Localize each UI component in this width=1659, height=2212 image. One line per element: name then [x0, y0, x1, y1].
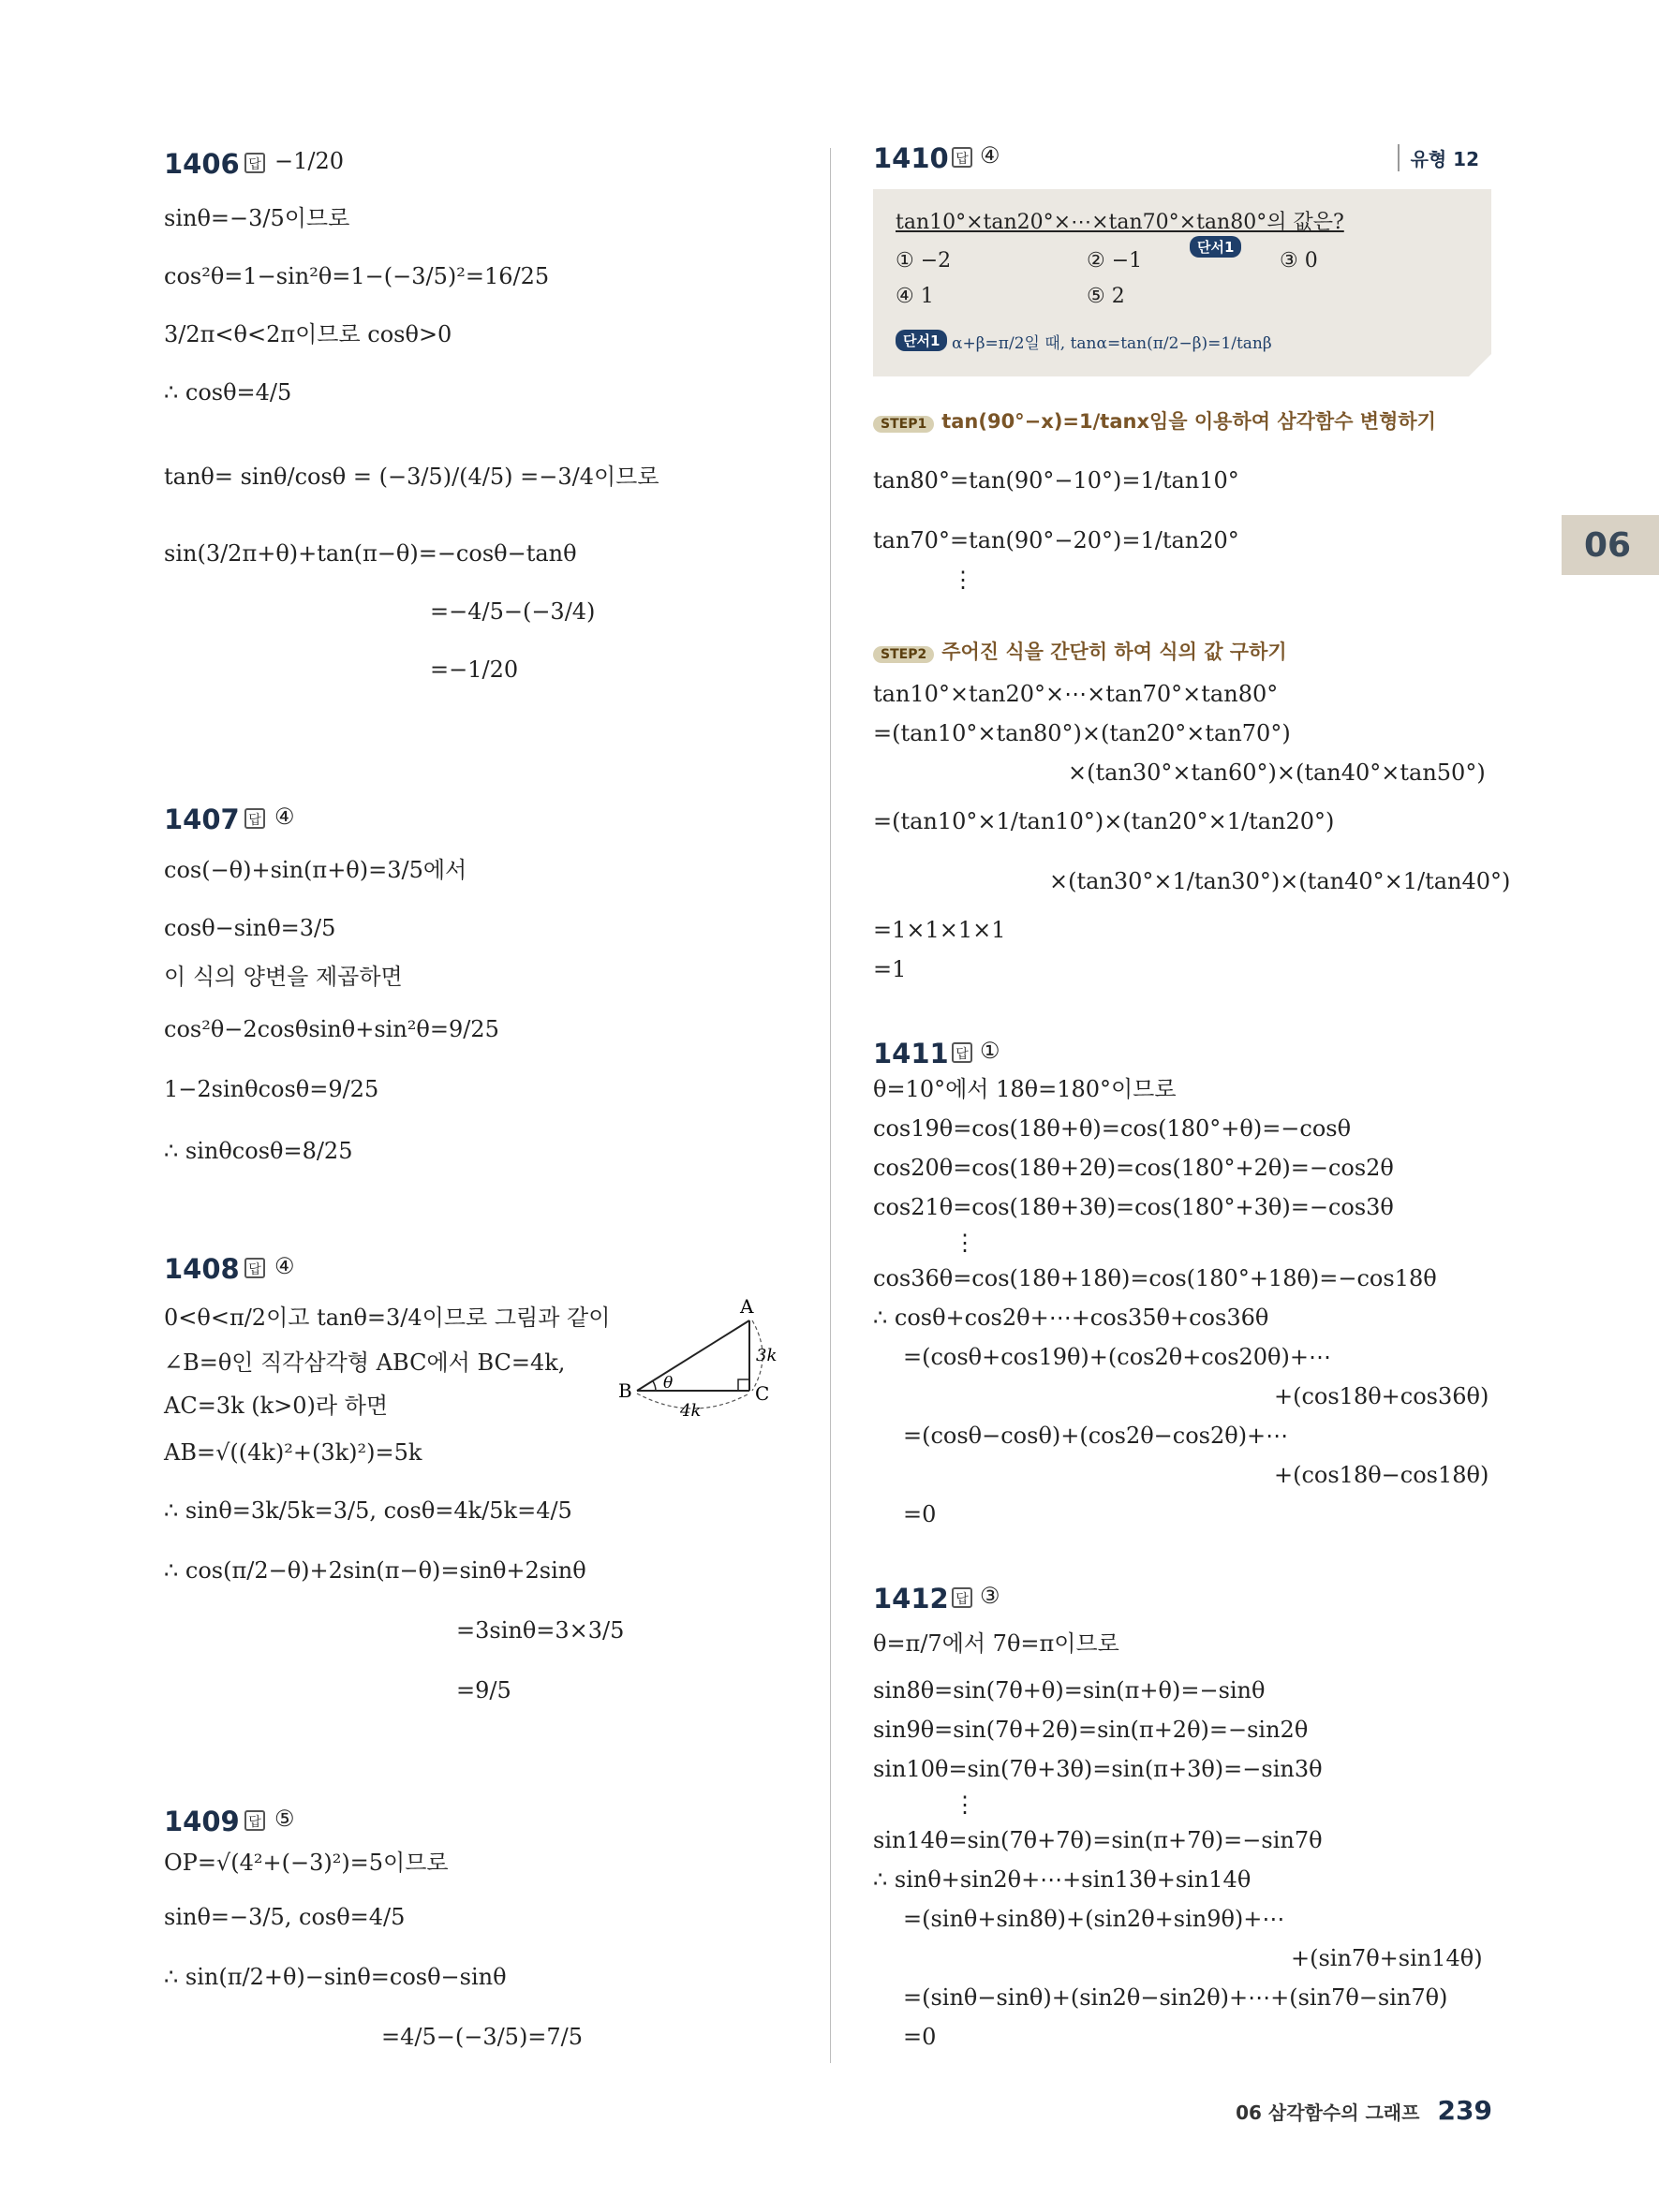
solution-line: =−1/20	[430, 656, 519, 683]
step1-title: tan(90°−x)=1/tanx임을 이용하여 삼각함수 변형하기	[941, 410, 1436, 433]
choice-2: ② −1	[1087, 249, 1143, 273]
answer-box: 답	[244, 153, 265, 173]
solution-line: ∴ sin(π/2+θ)−sinθ=cosθ−sinθ	[164, 1964, 507, 1990]
solution-line: +(cos18θ−cos18θ)	[1274, 1462, 1489, 1488]
solution-line: =3sinθ=3×3/5	[456, 1617, 625, 1644]
angle-theta-label: θ	[663, 1374, 674, 1393]
solution-line: 이 식의 양변을 제곱하면	[164, 964, 403, 990]
choice-4: ④ 1	[896, 285, 934, 308]
solution-line: sin10θ=sin(7θ+3θ)=sin(π+3θ)=−sin3θ	[873, 1756, 1323, 1782]
solution-line: ⋮	[954, 1792, 976, 1818]
solution-line: +(sin7θ+sin14θ)	[1291, 1945, 1483, 1971]
choice-3: ③ 0	[1280, 249, 1318, 273]
solution-line: ⋮	[952, 567, 974, 593]
solution-line: θ=π/7에서 7θ=π이므로	[873, 1630, 1119, 1657]
solution-line: ∠B=θ인 직각삼각형 ABC에서 BC=4k,	[164, 1349, 566, 1376]
answer-box: 답	[952, 1587, 972, 1608]
problem-1411	[873, 1030, 1496, 1530]
answer-box: 답	[952, 147, 972, 168]
solution-line: tan10°×tan20°×⋯×tan70°×tan80°	[873, 681, 1279, 707]
solution-line: =9/5	[456, 1677, 511, 1703]
solution-line: =(tan10°×1/tan10°)×(tan20°×1/tan20°)	[873, 808, 1335, 834]
solution-line: cos²θ=1−sin²θ=1−(−3/5)²=16/25	[164, 263, 550, 289]
solution-line: sin8θ=sin(7θ+θ)=sin(π+θ)=−sinθ	[873, 1677, 1266, 1703]
solution-line: tanθ= sinθ/cosθ = (−3/5)/(4/5) =−3/4이므로	[164, 464, 659, 490]
solution-line: cos21θ=cos(18θ+3θ)=cos(180°+3θ)=−cos3θ	[873, 1194, 1394, 1220]
solution-line: sinθ=−3/5, cosθ=4/5	[164, 1904, 406, 1930]
question-text: tan10°×tan20°×⋯×tan70°×tan80°의 값은?	[896, 211, 1344, 234]
solution-line: sin9θ=sin(7θ+2θ)=sin(π+2θ)=−sin2θ	[873, 1717, 1309, 1743]
solution-line: =1×1×1×1	[873, 917, 1006, 943]
side-bc-label: 4k	[680, 1401, 702, 1421]
hint-marker: 단서1	[1190, 236, 1241, 258]
problem-number: 1411	[873, 1038, 949, 1069]
vertex-b-label: B	[618, 1379, 632, 1402]
solution-line: =(cosθ−cosθ)+(cos2θ−cos2θ)+⋯	[903, 1423, 1289, 1449]
solution-line: =4/5−(−3/5)=7/5	[381, 2024, 584, 2050]
solution-line: =−4/5−(−3/4)	[430, 598, 596, 625]
answer-value: ⑤	[274, 1806, 295, 1832]
solution-line: ∴ sinθ+sin2θ+⋯+sin13θ+sin14θ	[873, 1866, 1252, 1893]
solution-line: sin14θ=sin(7θ+7θ)=sin(π+7θ)=−sin7θ	[873, 1827, 1323, 1853]
step1-pill: STEP1	[873, 416, 934, 433]
solution-line: 1−2sinθcosθ=9/25	[164, 1076, 379, 1102]
solution-line: cos²θ−2cosθsinθ+sin²θ=9/25	[164, 1016, 499, 1042]
problem-number: 1409	[164, 1806, 240, 1837]
vertex-a-label: A	[740, 1295, 754, 1318]
problem-1410	[873, 135, 1511, 982]
solution-line: cos19θ=cos(18θ+θ)=cos(180°+θ)=−cosθ	[873, 1115, 1352, 1142]
solution-line: =(sinθ−sinθ)+(sin2θ−sin2θ)+⋯+(sin7θ−sin7θ)	[903, 1984, 1448, 2011]
solution-line: 0<θ<π/2이고 tanθ=3/4이므로 그림과 같이	[164, 1305, 611, 1331]
problem-number: 1412	[873, 1583, 949, 1615]
answer-box: 답	[244, 1810, 265, 1831]
solution-line: AC=3k (k>0)라 하면	[164, 1393, 389, 1419]
solution-line: tan70°=tan(90°−20°)=1/tan20°	[873, 527, 1239, 553]
chapter-tab-label: 06	[1584, 526, 1632, 565]
problem-1409	[164, 1798, 820, 2053]
solution-line: cos36θ=cos(18θ+18θ)=cos(180°+18θ)=−cos18θ	[873, 1265, 1437, 1291]
hint-label: 단서1	[896, 330, 947, 351]
solution-line: ×(tan30°×1/tan30°)×(tan40°×1/tan40°)	[1049, 868, 1511, 894]
answer-value: ①	[980, 1038, 1000, 1064]
solution-line: cos(−θ)+sin(π+θ)=3/5에서	[164, 857, 467, 883]
page-corner-fold	[1469, 354, 1491, 376]
solution-line: cos20θ=cos(18θ+2θ)=cos(180°+2θ)=−cos2θ	[873, 1155, 1394, 1181]
answer-value: ④	[274, 1253, 295, 1279]
solution-line: =0	[903, 1501, 937, 1527]
problem-1412	[873, 1575, 1496, 2053]
solution-line: sin(3/2π+θ)+tan(π−θ)=−cosθ−tanθ	[164, 540, 577, 567]
solution-line: +(cos18θ+cos36θ)	[1274, 1383, 1489, 1409]
solution-line: ×(tan30°×tan60°)×(tan40°×tan50°)	[1068, 759, 1486, 786]
page-footer	[1236, 2095, 1492, 2126]
solution-line: ⋮	[954, 1230, 976, 1256]
solution-line: =(cosθ+cos19θ)+(cos2θ+cos20θ)+⋯	[903, 1344, 1331, 1370]
column-divider	[830, 148, 831, 2063]
solution-line: AB=√((4k)²+(3k)²)=5k	[164, 1439, 422, 1466]
question-box	[873, 189, 1491, 376]
solution-line: ∴ sinθ=3k/5k=3/5, cosθ=4k/5k=4/5	[164, 1497, 572, 1524]
hint-text: α+β=π/2일 때, tanα=tan(π/2−β)=1/tanβ	[952, 334, 1272, 353]
right-triangle-figure	[618, 1292, 787, 1423]
solution-line: =0	[903, 2024, 937, 2050]
problem-number: 1408	[164, 1253, 240, 1285]
step2-heading	[873, 637, 1287, 665]
choice-1: ① −2	[896, 249, 952, 273]
step1-heading	[873, 406, 1436, 435]
problem-number: 1406	[164, 148, 240, 180]
answer-box: 답	[952, 1042, 972, 1063]
problem-number: 1410	[873, 142, 949, 174]
page-number: 239	[1437, 2095, 1492, 2126]
solution-line: 3/2π<θ<2π이므로 cosθ>0	[164, 321, 452, 347]
solution-line: =1	[873, 956, 907, 982]
choice-5: ⑤ 2	[1087, 285, 1125, 308]
solution-line: ∴ cos(π/2−θ)+2sin(π−θ)=sinθ+2sinθ	[164, 1557, 586, 1584]
answer-box: 답	[244, 1258, 265, 1278]
chapter-tab	[1562, 515, 1659, 575]
solution-line: ∴ sinθcosθ=8/25	[164, 1138, 353, 1164]
type-badge: 유형 12	[1398, 144, 1479, 171]
solution-line: =(tan10°×tan80°)×(tan20°×tan70°)	[873, 720, 1291, 746]
problem-number: 1407	[164, 804, 240, 835]
problem-1406	[164, 140, 820, 686]
footer-chapter-title: 06 삼각함수의 그래프	[1236, 2101, 1420, 2124]
solution-line: θ=10°에서 18θ=180°이므로	[873, 1076, 1177, 1102]
answer-value: ③	[980, 1583, 1000, 1609]
side-ac-label: 3k	[756, 1346, 778, 1365]
answer-value: −1/20	[274, 148, 345, 174]
vertex-c-label: C	[755, 1382, 770, 1405]
problem-1408	[164, 1246, 820, 1706]
problem-1407	[164, 796, 820, 1167]
solution-line: ∴ cosθ=4/5	[164, 379, 292, 406]
solution-line: sinθ=−3/5이므로	[164, 205, 350, 231]
solution-line: tan80°=tan(90°−10°)=1/tan10°	[873, 467, 1239, 494]
answer-value: ④	[980, 142, 1000, 169]
step2-pill: STEP2	[873, 646, 934, 663]
answer-box: 답	[244, 808, 265, 829]
answer-value: ④	[274, 804, 295, 830]
solution-line: =(sinθ+sin8θ)+(sin2θ+sin9θ)+⋯	[903, 1906, 1285, 1932]
solution-line: OP=√(4²+(−3)²)=5이므로	[164, 1850, 449, 1876]
solution-line: cosθ−sinθ=3/5	[164, 915, 336, 941]
step2-title: 주어진 식을 간단히 하여 식의 값 구하기	[941, 641, 1287, 663]
solution-line: ∴ cosθ+cos2θ+⋯+cos35θ+cos36θ	[873, 1305, 1269, 1331]
